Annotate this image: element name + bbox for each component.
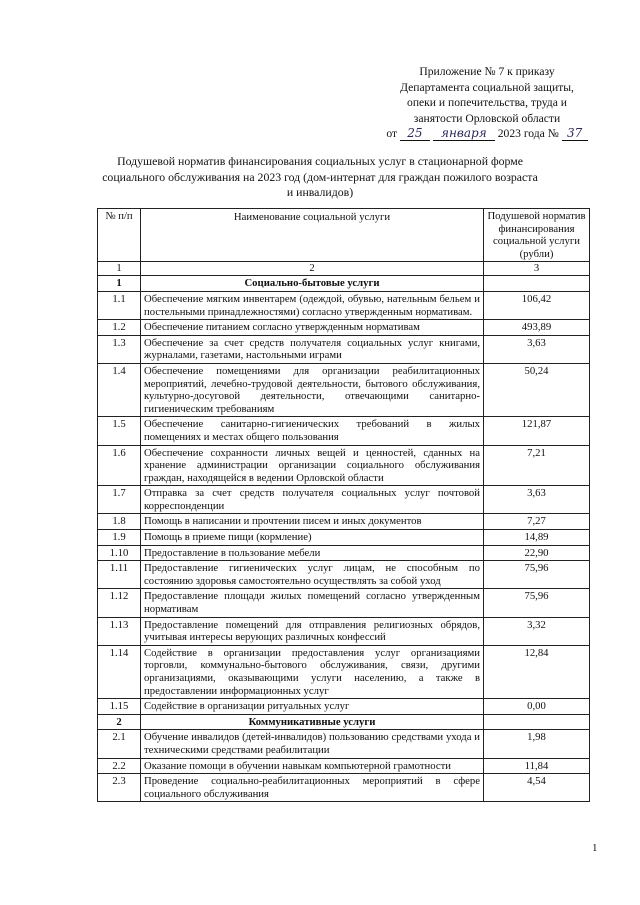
document-title: Подушевой норматив финансирования социальных услуг в стационарной форме социального обслуживания на 2023 год (дом-интернат для граждан пожилого возраста и инвалидов) (102, 154, 538, 200)
appendix-line-2: Департамента социальной защиты, (400, 80, 574, 94)
service-name: Помощь в приеме пищи (кормление) (141, 530, 484, 546)
service-name: Обучение инвалидов (детей-инвалидов) пользованию средствами ухода и техническими средствами реабилитации (141, 730, 484, 758)
table-row (98, 561, 590, 589)
row-number: 1.14 (98, 645, 141, 698)
table-row (98, 699, 590, 715)
table-row (98, 758, 590, 774)
service-name: Оказание помощи в обучении навыкам компьютерной грамотности (141, 758, 484, 774)
row-number: 1.8 (98, 514, 141, 530)
norm-value: 0,00 (484, 699, 590, 715)
row-number: 1.7 (98, 486, 141, 514)
row-number: 1.5 (98, 417, 141, 445)
norm-value: 11,84 (484, 758, 590, 774)
row-number: 1.9 (98, 530, 141, 546)
table-row (98, 363, 590, 416)
section-number: 2 (98, 714, 141, 730)
row-number: 1.6 (98, 445, 141, 486)
handwritten-month: января (433, 127, 495, 141)
service-name: Предоставление площади жилых помещений согласно утвержденным нормативам (141, 589, 484, 617)
row-number: 2.2 (98, 758, 141, 774)
service-name: Помощь в написании и прочтении писем и иных документов (141, 514, 484, 530)
appendix-line-4: занятости Орловской области (413, 111, 561, 125)
norm-value: 121,87 (484, 417, 590, 445)
norm-value: 7,21 (484, 445, 590, 486)
service-name: Обеспечение помещениями для организации реабилитационных мероприятий, лечебно-трудовой деятельности, бытового обслуживания, культурно-досуговой деятельности, отвечающими санитарно-гигиеническим требованиям (141, 363, 484, 416)
norm-value: 50,24 (484, 363, 590, 416)
norms-table (97, 208, 590, 802)
norm-value: 1,98 (484, 730, 590, 758)
service-name: Обеспечение мягким инвентарем (одеждой, обувью, нательным бельем и постельными принадлежностями) согласно утвержденным нормативам. (141, 291, 484, 319)
norm-value: 3,63 (484, 486, 590, 514)
table-row (98, 417, 590, 445)
norm-value: 106,42 (484, 291, 590, 319)
service-name: Отправка за счет средств получателя социальных услуг почтовой корреспонденции (141, 486, 484, 514)
row-number: 2.1 (98, 730, 141, 758)
section-row (98, 276, 590, 292)
column-number-row (98, 262, 590, 276)
page-number: 1 (592, 842, 598, 854)
table-row (98, 486, 590, 514)
table-row (98, 589, 590, 617)
row-number: 1.10 (98, 545, 141, 561)
service-name: Содействие в организации ритуальных услуг (141, 699, 484, 715)
norm-value: 7,27 (484, 514, 590, 530)
service-name: Обеспечение санитарно-гигиенических требований в жилых помещениях и местах общего пользования (141, 417, 484, 445)
header-norm: Подушевой норматив финансирования социальной услуги (рубли) (484, 209, 590, 262)
norm-value: 12,84 (484, 645, 590, 698)
table-row (98, 645, 590, 698)
order-date-line (382, 126, 592, 142)
service-name: Предоставление помещений для отправления религиозных обрядов, учитывая интересы верующих различных конфессий (141, 617, 484, 645)
table-row (98, 617, 590, 645)
row-number: 1.12 (98, 589, 141, 617)
row-number: 1.1 (98, 291, 141, 319)
norm-value: 75,96 (484, 561, 590, 589)
table-row (98, 730, 590, 758)
row-number: 1.3 (98, 335, 141, 363)
row-number: 1.4 (98, 363, 141, 416)
service-name: Обеспечение сохранности личных вещей и ценностей, сданных на хранение администрации организации социального обслуживания граждан, находящейся в ведении Орловской области (141, 445, 484, 486)
order-year-label: 2023 года № (497, 127, 559, 141)
row-number: 1.11 (98, 561, 141, 589)
service-name: Проведение социально-реабилитационных мероприятий в сфере социального обслуживания (141, 774, 484, 802)
row-number: 1.15 (98, 699, 141, 715)
column-number-2: 2 (141, 262, 484, 276)
table-row (98, 545, 590, 561)
service-name: Предоставление гигиенических услуг лицам, не способным по состоянию здоровья самостоятельно осуществлять за собой уход (141, 561, 484, 589)
section-row (98, 714, 590, 730)
row-number: 2.3 (98, 774, 141, 802)
appendix-header (382, 64, 592, 142)
appendix-line-3: опеки и попечительства, труда и (407, 96, 567, 110)
table-row (98, 291, 590, 319)
table-row (98, 514, 590, 530)
header-name: Наименование социальной услуги (141, 209, 484, 262)
table-header-row (98, 209, 590, 262)
section-value (484, 714, 590, 730)
row-number: 1.13 (98, 617, 141, 645)
service-name: Предоставление в пользование мебели (141, 545, 484, 561)
service-name: Обеспечение питанием согласно утвержденным нормативам (141, 320, 484, 336)
norm-value: 4,54 (484, 774, 590, 802)
handwritten-day: 25 (400, 127, 430, 141)
section-value (484, 276, 590, 292)
norm-value: 22,90 (484, 545, 590, 561)
norm-value: 75,96 (484, 589, 590, 617)
order-from-label: от (386, 127, 398, 141)
section-title: Коммуникативные услуги (141, 714, 484, 730)
table-row (98, 774, 590, 802)
appendix-line-1: Приложение № 7 к приказу (419, 65, 555, 78)
column-number-1: 1 (98, 262, 141, 276)
table-row (98, 530, 590, 546)
table-row (98, 320, 590, 336)
norm-value: 14,89 (484, 530, 590, 546)
service-name: Обеспечение за счет средств получателя социальных услуг книгами, журналами, газетами, настольными играми (141, 335, 484, 363)
norm-value: 3,63 (484, 335, 590, 363)
service-name: Содействие в организации предоставления услуг организациями торговли, коммунально-бытового обслуживания, связи, другими организациями, оказывающими услуги населению, а также в предоставлении информационных услуг (141, 645, 484, 698)
column-number-3: 3 (484, 262, 590, 276)
section-number: 1 (98, 276, 141, 292)
header-num: № п/п (98, 209, 141, 262)
norm-value: 3,32 (484, 617, 590, 645)
handwritten-order-number: 37 (562, 127, 588, 141)
table-row (98, 445, 590, 486)
section-title: Социально-бытовые услуги (141, 276, 484, 292)
norm-value: 493,89 (484, 320, 590, 336)
row-number: 1.2 (98, 320, 141, 336)
table-row (98, 335, 590, 363)
